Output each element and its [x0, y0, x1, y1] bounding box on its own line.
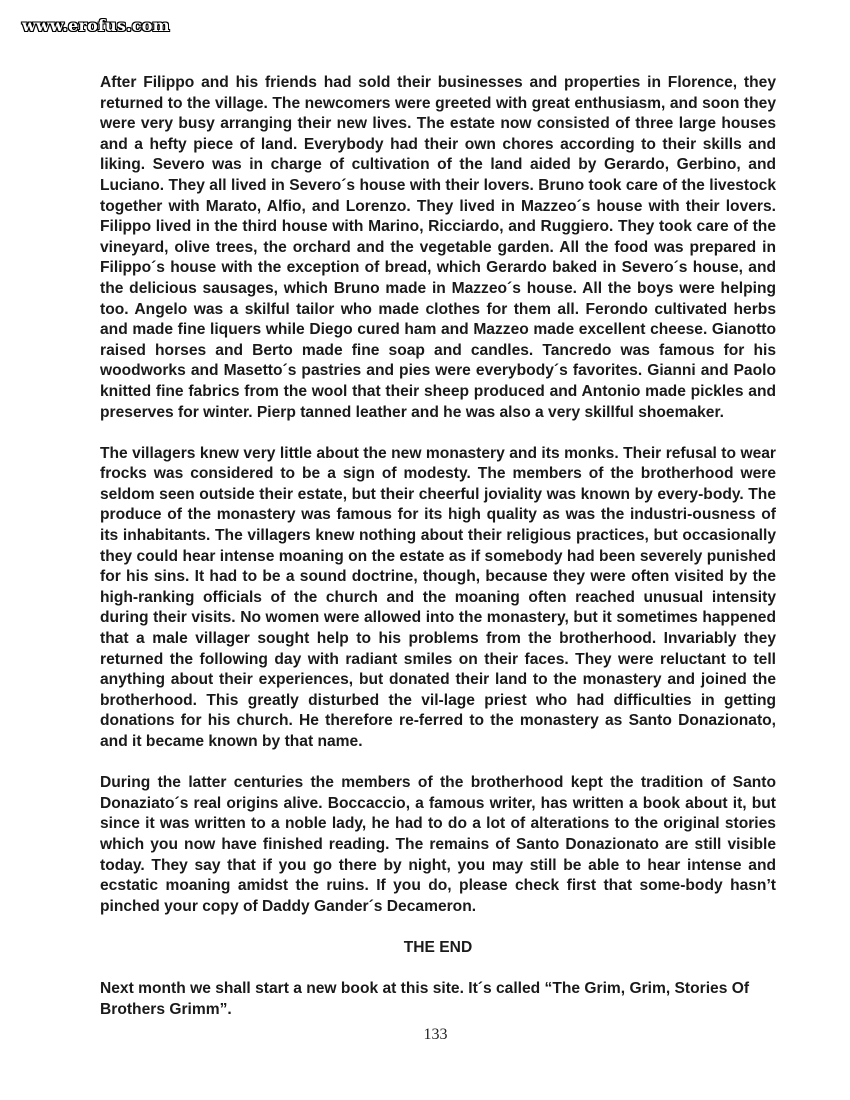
closing-note: Next month we shall start a new book at this site. It´s called “The Grim, Grim, Stories Of Brothers Grimm”.	[100, 980, 750, 1018]
paragraph-villagers: The villagers knew very little about the new monastery and its monks. Their refusal to wear frocks was considered to be a sign of modesty. The members of the brotherhood were seldom seen outside their estate, but their cheerful joviality was known by every-body. The produce of the monastery was famous for its high quality as was the industri-ousness of its inhabitants. The villagers knew nothing about their religious practices, but occasionally they could hear intense moaning on the estate as if somebody had been severely punished for his sins. It had to be a sound doctrine, though, because they were often visited by the high-ranking officials of the church and the moaning often reached unusual intensity during their visits. No women were allowed into the monastery, but it sometimes happened that a male villager sought help to his problems from the brotherhood. Invariably they returned the following day with radiant smiles on their faces. They were reluctant to tell anything about their experiences, but donated their land to the monastery and joined the brotherhood. This greatly disturbed the vil-lage priest who had difficulties in getting donations for his church. He therefore re-ferred to the monastery as Santo Donazionato, and it became known by that name.	[100, 444, 776, 750]
site-watermark: www.erofus.com	[22, 16, 170, 35]
paragraph-tradition: During the latter centuries the members of the brotherhood kept the tradition of Santo Donaziato´s real origins alive. Boccaccio, a famous writer, has written a book about it, but since it was written to a noble lady, he had to do a lot of alterations to the original stories which you now have finished reading. The remains of Santo Donazionato are still visible today. They say that if you go there by night, you may still be able to hear intense and ecstatic moaning amidst the ruins. If you do, please check first that some-body hasn’t pinched your copy of Daddy Gander´s Decameron.	[100, 774, 776, 915]
page-number: 133	[423, 1026, 448, 1043]
paragraph-estate: After Filippo and his friends had sold their businesses and properties in Florence, they returned to the village. The newcomers were greeted with great enthusiasm, and soon they were very busy arranging their new lives. The estate now consisted of three large houses and a hefty piece of land. Everybody had their own chores according to their skills and liking. Severo was in charge of cultivation of the land aided by Gerardo, Gerbino, and Luciano. They all lived in Severo´s house with their lovers. Bruno took care of the livestock together with Marato, Alfio, and Lorenzo. They lived in Mazzeo´s house with their lovers. Filippo lived in the third house with Marino, Ricciardo, and Ruggiero. They took care of the vineyard, olive trees, the orchard and the vegetable garden. All the food was prepared in Filippo´s house with the exception of bread, which Gerardo baked in Severo´s house, and the delicious sausages, which Bruno made in Mazzeo´s house. All the boys were helping too. Angelo was a skilful tailor who made clothes for them all. Ferondo cultivated herbs and made fine liquers while Diego cured ham and Mazzeo made excellent cheese. Gianotto raised horses and Berto made fine soap and candles. Tancredo was famous for his woodworks and Masetto´s pastries and pies were everybody´s favorites. Gianni and Paolo knitted fine fabrics from the wool that their sheep produced and Antonio made pickles and preserves for winter. Pierp tanned leather and he was also a very skillful shoemaker.	[100, 74, 776, 421]
page-body	[100, 73, 776, 1020]
the-end-heading: THE END	[403, 938, 473, 956]
